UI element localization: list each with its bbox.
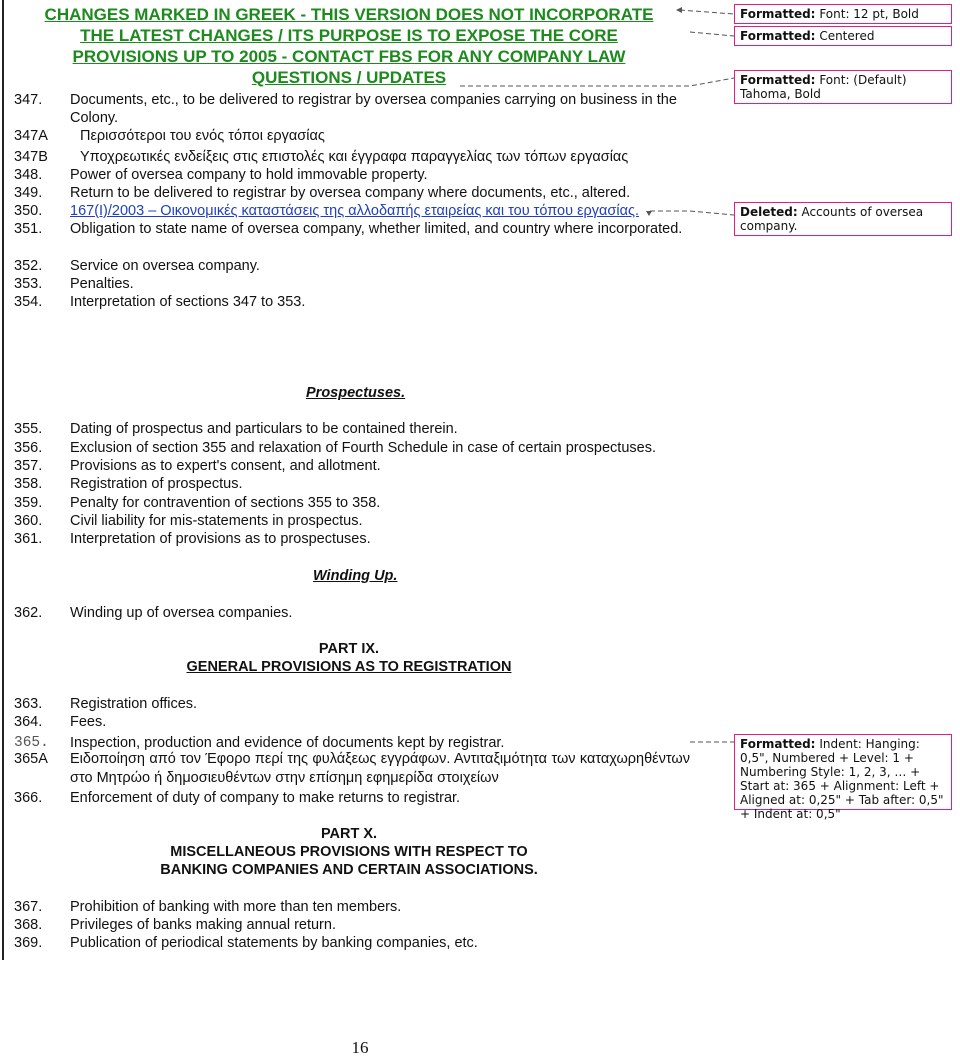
item-text: Privileges of banks making annual return. bbox=[70, 917, 336, 933]
item-number: 356. bbox=[14, 440, 43, 456]
item-text: Documents, etc., to be delivered to registrar by oversea companies carrying on business in the Colony. bbox=[70, 92, 677, 126]
inserted-text: 167(I)/2003 – Οικονομικές καταστάσεις της αλλοδαπής εταιρείας και του τόπου εργασίας. bbox=[70, 203, 639, 219]
item-text: Registration offices. bbox=[70, 696, 198, 712]
part-title: PART IX. bbox=[318, 641, 380, 657]
comment-text: Centered bbox=[819, 29, 875, 43]
item-text: Obligation to state name of oversea company, whether limited, and country where incorporated. bbox=[70, 221, 683, 237]
connector-line bbox=[690, 32, 734, 36]
part-subtitle: BANKING COMPANIES AND CERTAIN ASSOCIATIONS. bbox=[160, 862, 538, 878]
section-heading: Prospectuses. bbox=[306, 385, 406, 401]
item-text: Interpretation of provisions as to prospectuses. bbox=[70, 531, 371, 547]
item-text: Dating of prospectus and particulars to be contained therein. bbox=[70, 421, 458, 437]
comment-label: Formatted: bbox=[740, 737, 816, 751]
item-number: 350. bbox=[14, 203, 43, 219]
part-title: PART X. bbox=[320, 826, 378, 842]
item-number: 368. bbox=[14, 917, 43, 933]
item-number: 352. bbox=[14, 258, 43, 274]
item-number: 362. bbox=[14, 605, 43, 621]
comment-balloon[interactable] bbox=[734, 70, 952, 104]
item-text: Enforcement of duty of company to make returns to registrar. bbox=[70, 790, 461, 806]
item-text: Fees. bbox=[70, 714, 107, 730]
item-text: Publication of periodical statements by banking companies, etc. bbox=[70, 935, 478, 951]
connector-line bbox=[460, 78, 734, 86]
section-heading: Winding Up. bbox=[313, 568, 398, 584]
comment-balloon[interactable] bbox=[734, 26, 952, 46]
item-text: Provisions as to expert's consent, and allotment. bbox=[70, 458, 381, 474]
comment-text: Accounts of oversea company. bbox=[740, 205, 924, 233]
item-number: 349. bbox=[14, 185, 43, 201]
item-number: 369. bbox=[14, 935, 43, 951]
comment-balloon[interactable] bbox=[734, 202, 952, 236]
item-text: Power of oversea company to hold immovable property. bbox=[70, 167, 428, 183]
connector-arrow bbox=[676, 7, 682, 13]
part-subtitle: MISCELLANEOUS PROVISIONS WITH RESPECT TO bbox=[170, 844, 528, 860]
item-text: Penalties. bbox=[70, 276, 134, 292]
item-text: Inspection, production and evidence of documents kept by registrar. bbox=[70, 735, 505, 751]
item-text: Exclusion of section 355 and relaxation of Fourth Schedule in case of certain prospectuses. bbox=[70, 440, 656, 456]
comment-balloon[interactable] bbox=[734, 734, 952, 821]
item-text: Interpretation of sections 347 to 353. bbox=[70, 294, 306, 310]
comment-label: Deleted: bbox=[740, 205, 798, 219]
comment-label: Formatted: bbox=[740, 29, 816, 43]
item-text: Winding up of oversea companies. bbox=[70, 605, 293, 621]
item-number: 367. bbox=[14, 899, 43, 915]
comment-label: Formatted: bbox=[740, 73, 816, 87]
item-number: 364. bbox=[14, 714, 43, 730]
item-number: 360. bbox=[14, 513, 43, 529]
item-text: Υποχρεωτικές ενδείξεις στις επιστολές και έγγραφα παραγγελίας των τόπων εργασίας bbox=[80, 149, 629, 165]
item-number: 365. bbox=[14, 735, 49, 751]
item-number: 354. bbox=[14, 294, 43, 310]
item-text: Περισσότεροι του ενός τόποι εργασίας bbox=[80, 128, 325, 144]
connector-line bbox=[650, 211, 734, 215]
item-number: 347. bbox=[14, 92, 43, 108]
item-number: 359. bbox=[14, 495, 43, 511]
item-number: 363. bbox=[14, 696, 43, 712]
item-text: Return to be delivered to registrar by oversea company where documents, etc., altered. bbox=[70, 185, 631, 201]
item-text: Registration of prospectus. bbox=[70, 476, 243, 492]
banner-line-3: PROVISIONS UP TO 2005 - CONTACT FBS FOR ANY COMPANY LAW bbox=[72, 47, 626, 66]
item-number: 358. bbox=[14, 476, 43, 492]
item-number: 347A bbox=[14, 128, 48, 144]
part-subtitle: GENERAL PROVISIONS AS TO REGISTRATION bbox=[186, 659, 512, 675]
comment-label: Formatted: bbox=[740, 7, 816, 21]
item-text: Service on oversea company. bbox=[70, 258, 260, 274]
item-text: Prohibition of banking with more than ten members. bbox=[70, 899, 402, 915]
comment-balloon[interactable] bbox=[734, 4, 952, 24]
item-number: 365A bbox=[14, 751, 48, 767]
banner-line-1: CHANGES MARKED IN GREEK - THIS VERSION DOES NOT INCORPORATE bbox=[44, 5, 654, 24]
connector-arrow bbox=[646, 211, 652, 216]
item-number: 348. bbox=[14, 167, 43, 183]
comment-text: Font: (Default) Tahoma, Bold bbox=[740, 73, 907, 101]
comment-text: Font: 12 pt, Bold bbox=[819, 7, 919, 21]
banner-line-4: QUESTIONS / UPDATES bbox=[251, 68, 447, 87]
item-number: 357. bbox=[14, 458, 43, 474]
item-number: 355. bbox=[14, 421, 43, 437]
item-text: Civil liability for mis-statements in prospectus. bbox=[70, 513, 363, 529]
connector-line bbox=[680, 10, 734, 14]
comment-text: Indent: Hanging: 0,5", Numbered + Level: 1 + Numbering Style: 1, 2, 3, … + Start at: 365 + Alignment: Left + Aligned at: 0,25" + Tab after: 0,5" + Indent at: 0,5" bbox=[740, 737, 944, 821]
item-number: 361. bbox=[14, 531, 43, 547]
item-text: Ειδοποίηση από τον Έφορο περί της φυλάξεως εγγράφων. Αντιταξιμότητα των καταχωρηθέντων στο Μητρώο ή δημοσιευθέντων στην επίσημη εφημερίδα στοιχείων bbox=[70, 751, 690, 786]
page-number: 16 bbox=[351, 1038, 369, 1057]
item-text: Penalty for contravention of sections 355 to 358. bbox=[70, 495, 381, 511]
item-number: 353. bbox=[14, 276, 43, 292]
item-number: 347B bbox=[14, 149, 48, 165]
banner-line-2: THE LATEST CHANGES / ITS PURPOSE IS TO EXPOSE THE CORE bbox=[80, 26, 618, 45]
item-number: 351. bbox=[14, 221, 43, 237]
item-number: 366. bbox=[14, 790, 43, 806]
